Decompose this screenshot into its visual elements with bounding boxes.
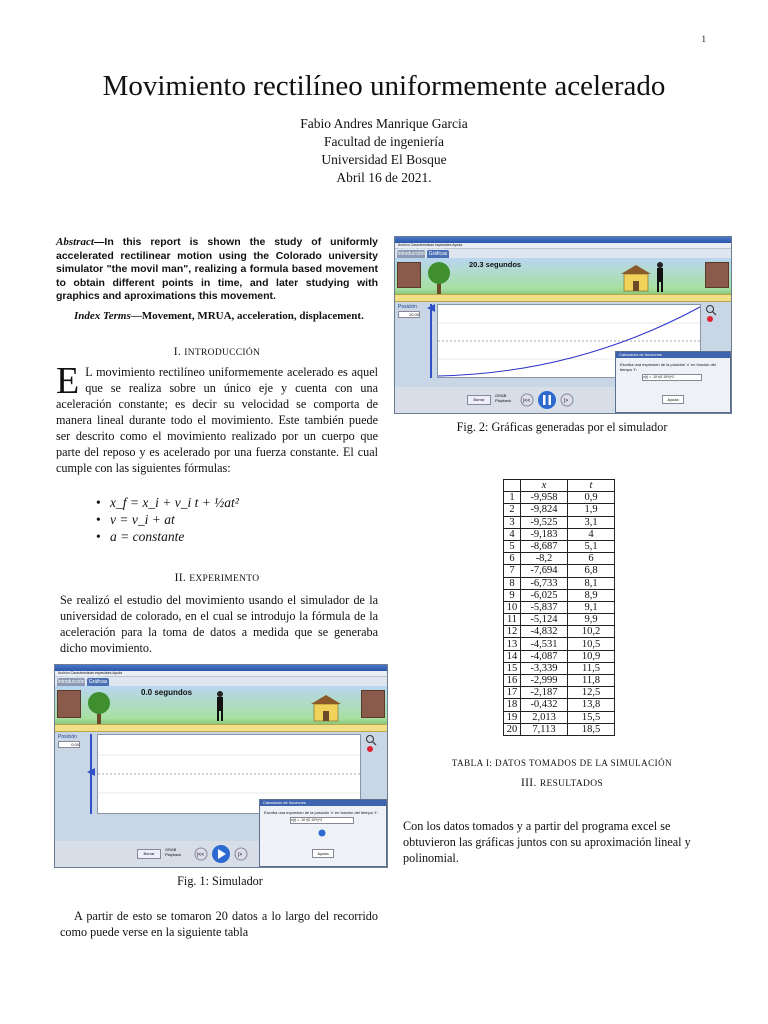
t-value-cell: 12,5 bbox=[568, 687, 615, 699]
table-row bbox=[504, 540, 615, 552]
row-index-cell: 7 bbox=[504, 565, 521, 577]
t-value-cell: 8,9 bbox=[568, 589, 615, 601]
position-slider[interactable] bbox=[87, 732, 95, 818]
man-icon[interactable] bbox=[655, 261, 665, 293]
tab-bar bbox=[395, 249, 731, 258]
table-row bbox=[504, 492, 615, 504]
table-row bbox=[504, 601, 615, 613]
svg-text:|>: |> bbox=[564, 398, 569, 404]
t-value-cell: 10,9 bbox=[568, 650, 615, 662]
x-value-cell: 7,113 bbox=[521, 723, 568, 735]
right-wall bbox=[361, 690, 385, 718]
t-value-cell: 11,8 bbox=[568, 675, 615, 687]
t-value-cell: 9,9 bbox=[568, 614, 615, 626]
row-index-cell: 2 bbox=[504, 504, 521, 516]
author-university: Universidad El Bosque bbox=[321, 152, 447, 167]
t-value-cell: 13,8 bbox=[568, 699, 615, 711]
row-index-cell: 6 bbox=[504, 553, 521, 565]
help-button[interactable]: Ayuda bbox=[662, 395, 684, 404]
svg-text:|<<: |<< bbox=[197, 852, 205, 858]
position-ruler bbox=[395, 294, 731, 302]
x-value-cell: -7,694 bbox=[521, 565, 568, 577]
x-value-cell: -6,733 bbox=[521, 577, 568, 589]
simulator-figure-2 bbox=[394, 236, 732, 414]
formula-list bbox=[96, 494, 296, 545]
row-index-cell: 19 bbox=[504, 711, 521, 723]
table-row bbox=[504, 650, 615, 662]
intro-paragraph bbox=[56, 360, 379, 476]
drop-cap: E bbox=[56, 360, 80, 402]
row-index-cell: 5 bbox=[504, 540, 521, 552]
x-value-cell: -2,187 bbox=[521, 687, 568, 699]
x-value-cell: -4,832 bbox=[521, 626, 568, 638]
position-label: Posición bbox=[58, 734, 77, 740]
x-value-cell: -4,531 bbox=[521, 638, 568, 650]
author-faculty: Facultad de ingeniería bbox=[324, 134, 444, 149]
row-index-cell: 20 bbox=[504, 723, 521, 735]
row-index-cell: 17 bbox=[504, 687, 521, 699]
x-value-cell: -3,339 bbox=[521, 662, 568, 674]
svg-text:|<<: |<< bbox=[523, 398, 531, 404]
clear-button[interactable]: Borrar bbox=[467, 395, 491, 405]
page-number: 1 bbox=[701, 34, 706, 44]
t-value-cell: 4 bbox=[568, 528, 615, 540]
tab-intro[interactable]: Introducción bbox=[397, 251, 425, 257]
x-value-cell: -8,687 bbox=[521, 540, 568, 552]
table-row bbox=[504, 711, 615, 723]
position-label: Posición bbox=[398, 304, 417, 310]
right-wall bbox=[705, 262, 729, 288]
apply-icon[interactable] bbox=[318, 829, 326, 837]
x-value-cell: -6,025 bbox=[521, 589, 568, 601]
formula-velocity: • v = v_i + at bbox=[96, 511, 296, 528]
window-menubar: Archivo Características especiales Ayuda bbox=[395, 243, 731, 249]
table-row bbox=[504, 614, 615, 626]
t-value-cell: 10,2 bbox=[568, 626, 615, 638]
tree-icon bbox=[425, 262, 453, 294]
row-index-cell: 16 bbox=[504, 675, 521, 687]
mode-selector[interactable]: GRAB Playback bbox=[165, 847, 182, 857]
abstract bbox=[56, 236, 378, 304]
table-row bbox=[504, 626, 615, 638]
house-icon bbox=[309, 694, 343, 722]
house-icon bbox=[619, 264, 653, 292]
time-readout: 0.0 segundos bbox=[141, 688, 193, 697]
table-header-index bbox=[504, 480, 521, 492]
x-value-cell: -8,2 bbox=[521, 553, 568, 565]
t-value-cell: 6 bbox=[568, 553, 615, 565]
intro-first-line: L movimiento rectilíneo uniformemente acelerado bbox=[85, 365, 334, 379]
figure-2-caption: Fig. 2: Gráficas generadas por el simulador bbox=[456, 420, 668, 434]
figure-1-caption: Fig. 1: Simulador bbox=[177, 874, 263, 888]
t-value-cell: 8,1 bbox=[568, 577, 615, 589]
row-index-cell: 11 bbox=[504, 614, 521, 626]
playback-buttons[interactable] bbox=[193, 844, 253, 864]
author-block bbox=[0, 115, 768, 187]
row-index-cell: 14 bbox=[504, 650, 521, 662]
t-value-cell: 10,5 bbox=[568, 638, 615, 650]
x-value-cell: 2,013 bbox=[521, 711, 568, 723]
row-index-cell: 15 bbox=[504, 662, 521, 674]
x-value-cell: -9,958 bbox=[521, 492, 568, 504]
x-value-cell: -4,087 bbox=[521, 650, 568, 662]
function-input[interactable]: x(t) = -10+(0.10*t)^2 bbox=[642, 374, 702, 381]
author-date: Abril 16 de 2021. bbox=[336, 170, 432, 185]
abstract-text: —In this report is shown the study of uniformly accelerated rectilinear motion using the Colorado university simulator "the movil man", realizing a formula based movement to obtain different points in time, and later studying with graphics and aproximations this movement. bbox=[56, 236, 378, 302]
table-row bbox=[504, 723, 615, 735]
left-wall bbox=[57, 690, 81, 718]
experiment-paragraph: Se realizó el estudio del movimiento usando el simulador de la universidad de colorado, en el cual se introdujo la fórmula de la aceleración para la toma de datos a medida que se generaba dicho movimiento. bbox=[60, 593, 378, 655]
row-index-cell: 13 bbox=[504, 638, 521, 650]
index-terms-label: Index Terms bbox=[74, 310, 131, 322]
x-value-cell: -9,183 bbox=[521, 528, 568, 540]
t-value-cell: 11,5 bbox=[568, 662, 615, 674]
table-row bbox=[504, 589, 615, 601]
playback-buttons[interactable] bbox=[519, 390, 579, 410]
data-table bbox=[503, 479, 615, 736]
man-icon[interactable] bbox=[215, 690, 225, 722]
table-row bbox=[504, 687, 615, 699]
t-value-cell: 9,1 bbox=[568, 601, 615, 613]
intro-text: es aquel que se realiza sobre un único eje y cuenta con una aceleración constante; es decir su velocidad se comporta de manera lineal durante todo el movimiento. Este también puede ser descrito como el movimiento realizado por un cuerpo que parte del reposo y es acelerado por una fuerza constante. El cual cumple con las siguientes fórmulas: bbox=[56, 365, 379, 475]
table-row bbox=[504, 516, 615, 528]
table-body bbox=[504, 492, 615, 736]
dialog-title: Calculador de funciones bbox=[616, 352, 730, 358]
table-row bbox=[504, 504, 615, 516]
row-index-cell: 8 bbox=[504, 577, 521, 589]
t-value-cell: 0,9 bbox=[568, 492, 615, 504]
t-value-cell: 1,9 bbox=[568, 504, 615, 516]
table-header-row bbox=[504, 480, 615, 492]
dialog-title: Calculador de funciones bbox=[260, 800, 386, 806]
time-readout: 20.3 segundos bbox=[469, 260, 522, 269]
scene bbox=[395, 258, 731, 294]
t-value-cell: 6,8 bbox=[568, 565, 615, 577]
x-value-cell: -5,837 bbox=[521, 601, 568, 613]
scene bbox=[55, 686, 387, 724]
svg-text:|>: |> bbox=[238, 852, 243, 858]
x-value-cell: -2,999 bbox=[521, 675, 568, 687]
clear-button[interactable]: Borrar bbox=[137, 849, 161, 859]
zoom-icon[interactable] bbox=[705, 304, 719, 324]
row-index-cell: 3 bbox=[504, 516, 521, 528]
tab-bar bbox=[55, 677, 387, 686]
t-value-cell: 18,5 bbox=[568, 723, 615, 735]
left-wall bbox=[397, 262, 421, 288]
section-heading-experiment: II. EXPERIMENTO bbox=[174, 572, 260, 584]
zoom-icon[interactable] bbox=[365, 734, 379, 754]
author-name: Fabio Andres Manrique Garcia bbox=[300, 116, 468, 131]
x-value-cell: -9,824 bbox=[521, 504, 568, 516]
t-value-cell: 15,5 bbox=[568, 711, 615, 723]
x-value-cell: -9,525 bbox=[521, 516, 568, 528]
section-heading-results: III. RESULTADOS bbox=[521, 777, 603, 789]
tree-icon bbox=[85, 692, 113, 724]
tab-graphs[interactable]: Gráficas bbox=[428, 251, 448, 257]
tab-graphs[interactable]: Gráficas bbox=[88, 679, 108, 685]
position-slider[interactable] bbox=[427, 302, 435, 382]
tab-intro[interactable]: Introducción bbox=[57, 679, 85, 685]
table-header-t: t bbox=[568, 480, 615, 492]
table-row bbox=[504, 662, 615, 674]
abstract-label: Abstract bbox=[56, 236, 94, 248]
window-menubar: Archivo Características especiales Ayuda bbox=[55, 671, 387, 677]
row-index-cell: 18 bbox=[504, 699, 521, 711]
table-row bbox=[504, 577, 615, 589]
index-terms bbox=[56, 308, 378, 324]
table-caption: TABLA I: DATOS TOMADOS DE LA SIMULACIÓN bbox=[451, 758, 673, 768]
row-index-cell: 10 bbox=[504, 601, 521, 613]
t-value-cell: 5,1 bbox=[568, 540, 615, 552]
row-index-cell: 9 bbox=[504, 589, 521, 601]
formula-position: • x_f = x_i + v_i t + ½at² bbox=[96, 494, 296, 511]
position-ruler bbox=[55, 724, 387, 732]
dialog-prompt: Escriba una expresión de la posición 'x' en función del tiempo 't': bbox=[620, 362, 716, 372]
paper-title: Movimiento rectilíneo uniformemente acelerado bbox=[102, 70, 666, 102]
function-dialog bbox=[615, 351, 731, 413]
formula-acceleration: • a = constante bbox=[96, 528, 296, 545]
section-heading-intro: I. INTRODUCCIÓN bbox=[173, 346, 261, 358]
index-terms-text: —Movement, MRUA, acceleration, displacement. bbox=[130, 310, 364, 322]
x-value-cell: -5,124 bbox=[521, 614, 568, 626]
help-button[interactable]: Ayuda bbox=[312, 849, 334, 858]
row-index-cell: 4 bbox=[504, 528, 521, 540]
row-index-cell: 1 bbox=[504, 492, 521, 504]
row-index-cell: 12 bbox=[504, 626, 521, 638]
function-dialog bbox=[259, 799, 387, 867]
table-row bbox=[504, 675, 615, 687]
position-input[interactable]: 10.00 bbox=[398, 311, 420, 318]
function-input[interactable]: x(t) = -10+(0.10*t)^2 bbox=[290, 817, 354, 824]
position-input[interactable]: 0.00 bbox=[58, 741, 80, 748]
t-value-cell: 3,1 bbox=[568, 516, 615, 528]
mode-selector[interactable]: GRAB Playback bbox=[495, 393, 512, 403]
table-intro-paragraph: A partir de esto se tomaron 20 datos a lo largo del recorrido como puede verse en la siguiente tabla bbox=[60, 909, 378, 939]
dialog-prompt: Escriba una expresión de la posición 'x' en función del tiempo 't': bbox=[264, 810, 378, 815]
simulator-figure-1 bbox=[54, 664, 388, 868]
table-row bbox=[504, 528, 615, 540]
table-row bbox=[504, 699, 615, 711]
table-row bbox=[504, 638, 615, 650]
table-row bbox=[504, 565, 615, 577]
table-row bbox=[504, 553, 615, 565]
results-paragraph: Con los datos tomados y a partir del programa excel se obtuvieron las gráficas juntos con su aproximación lineal y polinomial. bbox=[403, 819, 691, 865]
x-value-cell: -0,432 bbox=[521, 699, 568, 711]
table-header-x: x bbox=[521, 480, 568, 492]
